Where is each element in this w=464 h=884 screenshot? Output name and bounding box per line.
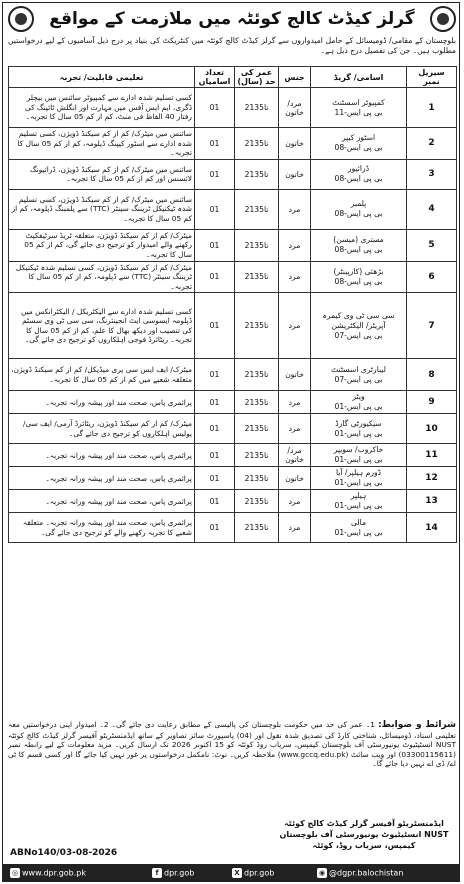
cell-post: [311, 490, 407, 513]
office-location: NUST انسٹیٹیوٹ یونیورسٹی آف بلوچستان کیمپس، سریاب روڈ، کوئٹہ: [279, 830, 449, 850]
post-scale: بی پی ایس-08: [334, 143, 383, 153]
table-row: [9, 261, 457, 293]
cell-quantity: 01: [195, 88, 235, 128]
government-crest-icon: [430, 6, 456, 32]
cell-age-limit: 21تا35: [235, 444, 279, 467]
cell-post: [311, 293, 407, 359]
cell-quantity: 01: [195, 159, 235, 189]
cell-age-limit: 21تا35: [235, 159, 279, 189]
cell-qualification: میٹرک/ کم از کم سیکنڈ ڈویژن، ریٹائرڈ آرمی/ ایف سی/ پولیس اہلکاروں کو ترجیح دی جائے گی۔: [9, 414, 195, 444]
cell-gender: خاتون: [279, 467, 311, 490]
cell-age-limit: 21تا35: [235, 128, 279, 160]
post-title: خاکروب/ سویپر: [333, 445, 384, 455]
header-gender: جنس: [279, 67, 311, 88]
page-title: گرلز کیڈٹ کالج کوئٹہ میں ملازمت کے مواقع: [49, 9, 415, 29]
cell-post: [311, 159, 407, 189]
post-scale: بی پی ایس-07: [334, 374, 383, 384]
cell-serial: 3: [407, 159, 457, 189]
table-row: [9, 293, 457, 359]
header-serial: سیریل نمبر: [407, 67, 457, 88]
cell-post: [311, 513, 407, 543]
terms-heading: شرائط و ضوابط:: [378, 720, 456, 730]
cell-qualification: میٹرک/ کم از کم سیکنڈ ڈویژن، متعلقہ ٹریڈ سرٹیفکیٹ رکھنے والے امیدوار کو ترجیح دی جائے گی، کم از کم 05 سال کا تجربہ۔: [9, 229, 195, 261]
table-row: [9, 128, 457, 160]
header: [6, 4, 458, 34]
cell-post: [311, 467, 407, 490]
cell-gender: مرد: [279, 229, 311, 261]
cell-serial: 7: [407, 293, 457, 359]
cell-age-limit: 21تا35: [235, 261, 279, 293]
post-scale: بی پی ایس-01: [334, 428, 383, 438]
cell-qualification: پرائمری پاس، صحت مند اور پیشہ ورانہ تجربہ۔: [9, 444, 195, 467]
header-age-limit: عمر کی حد (سال): [235, 67, 279, 88]
instagram-icon: ◉: [318, 869, 326, 877]
post-title: مالی: [350, 517, 367, 527]
cell-quantity: 01: [195, 229, 235, 261]
post-title: لیبارٹری اسسٹنٹ: [331, 364, 386, 374]
cell-gender: مرد: [279, 391, 311, 414]
cell-qualification: پرائمری پاس، صحت مند اور پیشہ ورانہ تجربہ۔ متعلقہ شعبے کا تجربہ رکھنے والے کو ترجیح دی جائے گی۔: [9, 513, 195, 543]
cell-gender: مرد: [279, 490, 311, 513]
cell-quantity: 01: [195, 391, 235, 414]
cell-quantity: 01: [195, 261, 235, 293]
cell-gender: مرد: [279, 513, 311, 543]
cell-serial: 11: [407, 444, 457, 467]
post-title: پلمبر: [350, 199, 367, 209]
cell-age-limit: 21تا35: [235, 229, 279, 261]
cell-quantity: 01: [195, 189, 235, 229]
header-post: اسامی/ گریڈ: [311, 67, 407, 88]
cell-quantity: 01: [195, 490, 235, 513]
footer-facebook[interactable]: f dpr.gob: [152, 868, 194, 878]
table-row: [9, 229, 457, 261]
cell-serial: 14: [407, 513, 457, 543]
table-row: [9, 189, 457, 229]
post-scale: بی پی ایس-08: [334, 174, 383, 184]
cell-qualification: پرائمری پاس، صحت مند اور پیشہ ورانہ تجربہ۔: [9, 391, 195, 414]
table-row: [9, 513, 457, 543]
cell-serial: 10: [407, 414, 457, 444]
post-title: ڈرائیور: [347, 164, 370, 174]
cell-serial: 12: [407, 467, 457, 490]
terms-and-conditions: [8, 720, 456, 769]
footer-instagram[interactable]: ◉ @dgpr.balochistan: [318, 868, 404, 878]
table-row: [9, 391, 457, 414]
facebook-icon: f: [152, 868, 162, 878]
ad-number: ABNo140/03-08-2026: [10, 848, 118, 858]
table-row: [9, 467, 457, 490]
cell-post: [311, 261, 407, 293]
cell-age-limit: 21تا35: [235, 414, 279, 444]
cell-qualification: میٹرک/ کم از کم سیکنڈ ڈویژن، کسی تسلیم شدہ ٹیکنیکل ٹریننگ سینٹر (TTC) سے ڈپلومہ، کم از کم 05 سال کا تجربہ۔: [9, 261, 195, 293]
globe-icon: ◎: [11, 869, 19, 877]
cell-serial: 4: [407, 189, 457, 229]
cell-serial: 8: [407, 359, 457, 391]
cell-post: [311, 359, 407, 391]
table-row: [9, 359, 457, 391]
cell-age-limit: 21تا35: [235, 189, 279, 229]
cell-qualification: پرائمری پاس، صحت مند اور پیشہ ورانہ تجربہ۔: [9, 490, 195, 513]
office-address: [274, 818, 454, 851]
cell-age-limit: 21تا35: [235, 490, 279, 513]
terms-body: 1۔ عمر کی حد میں حکومت بلوچستان کی پالیسی کے مطابق رعایت دی جائے گی۔ 2۔ امیدوار اپنی درخواستیں معہ تعلیمی اسناد، ڈومیسائل، شناختی کارڈ کی تصدیق شدہ نقول اور (04) پاسپورٹ سائز تصاویر کے ساتھ ایڈمنسٹریٹو آفیسر گرلز کیڈٹ کالج کوئٹہ NUST انسٹیٹیوٹ یونیورسٹی آف بلوچستان کیمپس، سریاب روڈ کوئٹہ کو 15 اکتوبر 2026 تک ارسال کریں۔ مزید معلومات کے لیے رابطہ نمبر (03300115611) اور ویب سائٹ (www.gccq.edu.pk) ملاحظہ کریں۔ نوٹ: نامکمل درخواستوں پر غور نہیں کیا جائے گا اور کسی قسم کا ٹی اے/ ڈی اے نہیں دیا جائے گا۔: [8, 720, 456, 769]
cell-gender: خاتون: [279, 159, 311, 189]
signature-block: [8, 816, 456, 862]
cell-post: [311, 414, 407, 444]
cell-age-limit: 21تا35: [235, 391, 279, 414]
cell-serial: 5: [407, 229, 457, 261]
cell-serial: 2: [407, 128, 457, 160]
post-scale: بی پی ایس-01: [334, 527, 383, 537]
cell-serial: 9: [407, 391, 457, 414]
cell-qualification: سائنس میں میٹرک/ کم از کم سیکنڈ ڈویژن، ڈرائیونگ لائسنس اور کم از کم 05 سال کا تجربہ۔: [9, 159, 195, 189]
cell-quantity: 01: [195, 359, 235, 391]
cell-quantity: 01: [195, 467, 235, 490]
table-row: [9, 88, 457, 128]
footer-twitter[interactable]: X dpr.gob: [232, 868, 274, 878]
post-title: مستری (میسن): [333, 235, 384, 245]
cell-gender: مرد: [279, 189, 311, 229]
intro-paragraph: بلوچستان کے مقامی/ ڈومیسائل کے حامل امیدواروں سے گرلز کیڈٹ کالج کوئٹہ میں کنٹریکٹ کی بنیاد پر درج ذیل آسامیوں کے لیے درخواستیں مطلوب ہیں۔ جن کی تفصیل درج ذیل ہے۔: [8, 36, 456, 55]
post-scale: بی پی ایس-11: [334, 107, 383, 117]
cell-qualification: سائنس میں میٹرک/ کم از کم سیکنڈ ڈویژن، کسی تسلیم شدہ ادارے سے اسٹور کیپنگ ڈپلومہ، کم از کم 05 سال کا تجربہ۔: [9, 128, 195, 160]
post-title: اسٹور کیپر: [341, 133, 376, 143]
cell-quantity: 01: [195, 444, 235, 467]
post-scale: بی پی ایس-08: [334, 209, 383, 219]
post-title: ڈورم ہیلپر/ آیا: [335, 468, 382, 478]
cell-gender: خاتون: [279, 359, 311, 391]
cell-post: [311, 229, 407, 261]
office-title: ایڈمنسٹریٹو آفیسر گرلز کیڈٹ کالج کوئٹہ: [284, 819, 444, 828]
cell-gender: مرد/ خاتون: [279, 88, 311, 128]
cell-qualification: سائنس میں میٹرک/ کم از کم سیکنڈ ڈویژن، کسی تسلیم شدہ ٹیکنیکل ٹریننگ سینٹر (TTC) سے پلمبنگ ڈپلومہ، کم از کم 05 سال کا تجربہ۔: [9, 189, 195, 229]
cell-quantity: 01: [195, 513, 235, 543]
cell-quantity: 01: [195, 293, 235, 359]
footer-website[interactable]: ◎ www.dpr.gob.pk: [11, 868, 86, 878]
cell-gender: خاتون: [279, 128, 311, 160]
cell-post: [311, 391, 407, 414]
header-qualification: تعلیمی قابلیت/ تجربہ: [9, 67, 195, 88]
post-title: بڑھئی (کارپینٹر): [333, 266, 384, 276]
cell-serial: 6: [407, 261, 457, 293]
cell-age-limit: 21تا35: [235, 467, 279, 490]
cell-quantity: 01: [195, 414, 235, 444]
cell-qualification: کسی تسلیم شدہ ادارے سے کمپیوٹر سائنس میں بیچلر ڈگری، ایم ایس آفس میں مہارت اور انگلش ٹائپنگ کی رفتار 40 الفاظ فی منٹ، کم از کم 05 سال کا تجربہ۔: [9, 88, 195, 128]
table-row: [9, 414, 457, 444]
cell-serial: 13: [407, 490, 457, 513]
cell-age-limit: 21تا35: [235, 359, 279, 391]
table-row: [9, 444, 457, 467]
cell-age-limit: 21تا35: [235, 513, 279, 543]
cell-gender: مرد: [279, 261, 311, 293]
cell-gender: مرد: [279, 414, 311, 444]
post-title: کمپیوٹر اسسٹنٹ: [332, 97, 385, 107]
table-header-row: [9, 67, 457, 88]
table-row: [9, 159, 457, 189]
jobs-table: [8, 66, 457, 543]
college-crest-icon: [8, 6, 34, 32]
cell-serial: 1: [407, 88, 457, 128]
cell-age-limit: 21تا35: [235, 293, 279, 359]
post-scale: بی پی ایس-08: [334, 245, 383, 255]
cell-age-limit: 21تا35: [235, 88, 279, 128]
header-quantity: تعداد اسامیاں: [195, 67, 235, 88]
post-scale: بی پی ایس-01: [334, 402, 383, 412]
post-scale: بی پی ایس-01: [334, 501, 383, 511]
post-scale: بی پی ایس-08: [334, 276, 383, 286]
cell-post: [311, 128, 407, 160]
footer-bar: [2, 864, 460, 882]
cell-post: [311, 189, 407, 229]
cell-qualification: کسی تسلیم شدہ ادارے سے الیکٹریکل / الیکٹرانکس میں ڈپلومہ ایسوسی ایٹ انجینئرنگ، سی سی ٹی وی سسٹم کی تنصیب اور دیکھ بھال کا علم، کم از کم 05 سال کا تجربہ۔ ریٹائرڈ فوجی اہلکاروں کو ترجیح دی جائے گی۔: [9, 293, 195, 359]
cell-gender: مرد/ خاتون: [279, 444, 311, 467]
post-title: سیکیورٹی گارڈ: [335, 418, 382, 428]
post-scale: بی پی ایس-01: [334, 478, 383, 488]
post-scale: بی پی ایس-01: [334, 455, 383, 465]
cell-quantity: 01: [195, 128, 235, 160]
table-row: [9, 490, 457, 513]
post-scale: بی پی ایس-07: [334, 330, 383, 340]
cell-gender: مرد: [279, 293, 311, 359]
cell-post: [311, 444, 407, 467]
cell-post: [311, 88, 407, 128]
cell-qualification: پرائمری پاس، صحت مند اور پیشہ ورانہ تجربہ۔: [9, 467, 195, 490]
post-title: سی سی ٹی وی کیمرہ آپریٹر/ الیکٹریشن: [322, 310, 395, 330]
post-title: ہیلپر: [350, 491, 367, 501]
twitter-icon: X: [232, 868, 242, 878]
cell-qualification: میٹرک/ ایف ایس سی پری میڈیکل/ کم از کم سیکنڈ ڈویژن، متعلقہ شعبے میں کم از کم 05 سال کا تجربہ۔: [9, 359, 195, 391]
post-title: ویٹر: [352, 392, 365, 402]
